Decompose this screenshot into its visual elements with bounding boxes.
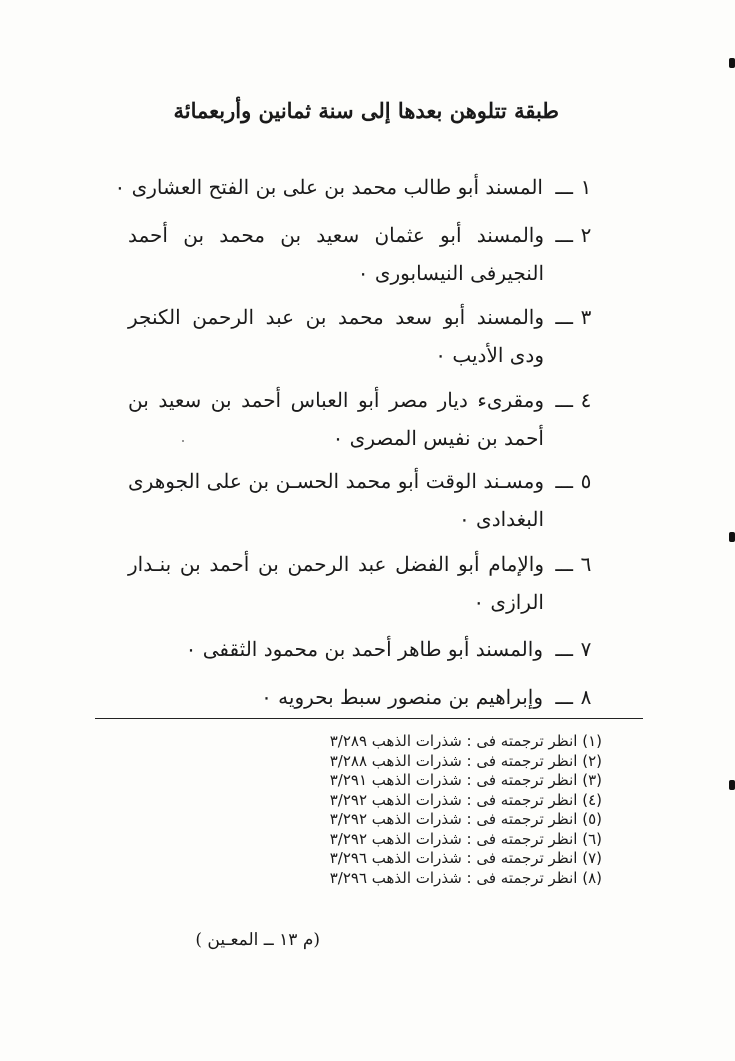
entry-text: والمسند أبو طاهر أحمد بن محمود الثقفى ٠ bbox=[185, 637, 543, 661]
footnote: (٤) انظر ترجمته فى : شذرات الذهب ٣/٢٩٢ bbox=[329, 790, 602, 809]
entry-text: ومسـند الوقت أبو محمد الحسـن بن على الجوهرى البغدادى ٠ bbox=[128, 469, 544, 531]
entry-number: ٢ bbox=[580, 223, 592, 247]
entry-dash: ـــ bbox=[555, 305, 573, 329]
entry-dash: ـــ bbox=[555, 223, 573, 247]
footnote: (٨) انظر ترجمته فى : شذرات الذهب ٣/٢٩٦ bbox=[329, 868, 602, 887]
footnote: (٦) انظر ترجمته فى : شذرات الذهب ٣/٢٩٢ bbox=[329, 829, 602, 848]
footnote: (٣) انظر ترجمته فى : شذرات الذهب ٣/٢٩١ bbox=[329, 771, 602, 789]
entry-text: والمسند أبو سعد محمد بن عبد الرحمن الكنجر ودى الأديب ٠ bbox=[128, 305, 544, 367]
section-heading: طبقة تتلوهن بعدها إلى سنة ثمانين وأربعمائة bbox=[173, 98, 559, 123]
footnote: (٧) انظر ترجمته فى : شذرات الذهب ٣/٢٩٦ bbox=[329, 849, 602, 867]
footnotes bbox=[200, 732, 602, 888]
entry-text: المسند أبو طالب محمد بن على بن الفتح العشارى ٠ bbox=[114, 175, 543, 199]
entry-dash: ـــ bbox=[555, 469, 573, 493]
entry-dash: ـــ bbox=[555, 637, 573, 661]
page-signature: (م ١٣ ــ المعـين ) bbox=[195, 930, 320, 950]
entry-number: ٦ bbox=[580, 552, 592, 576]
entry-number: ٥ bbox=[580, 469, 592, 493]
scan-mark bbox=[729, 780, 735, 790]
entry-text: وإبراهيم بن منصور سبط بحرويه ٠ bbox=[261, 685, 543, 709]
entry-dash: ـــ bbox=[555, 685, 573, 709]
scan-mark bbox=[729, 532, 735, 542]
entry-number: ٤ bbox=[580, 388, 592, 412]
footnote-divider bbox=[95, 718, 643, 719]
entry-number: ٨ bbox=[580, 685, 592, 709]
entry-text: والمسند أبو عثمان سعيد بن محمد بن أحمد النجيرفى النيسابورى ٠ bbox=[128, 223, 544, 285]
entry-number: ١ bbox=[580, 175, 592, 199]
scan-speck bbox=[182, 440, 184, 442]
entry-number: ٧ bbox=[580, 637, 592, 661]
footnote: (٢) انظر ترجمته فى : شذرات الذهب ٣/٢٨٨ bbox=[329, 751, 602, 770]
entry-dash: ـــ bbox=[555, 552, 573, 576]
entry-text: والإمام أبو الفضل عبد الرحمن بن أحمد بن بنـدار الرازى ٠ bbox=[128, 552, 544, 614]
entry-dash: ـــ bbox=[555, 388, 573, 412]
entry-text: ومقرىء ديار مصر أبو العباس أحمد بن سعيد بن أحمد بن نفيس المصرى ٠ bbox=[128, 388, 544, 450]
footnote: (١) انظر ترجمته فى : شذرات الذهب ٣/٢٨٩ bbox=[329, 732, 602, 750]
footnote: (٥) انظر ترجمته فى : شذرات الذهب ٣/٢٩٢ bbox=[329, 810, 602, 828]
entry-dash: ـــ bbox=[555, 175, 573, 199]
scan-mark bbox=[729, 58, 735, 68]
entry-number: ٣ bbox=[580, 305, 592, 329]
